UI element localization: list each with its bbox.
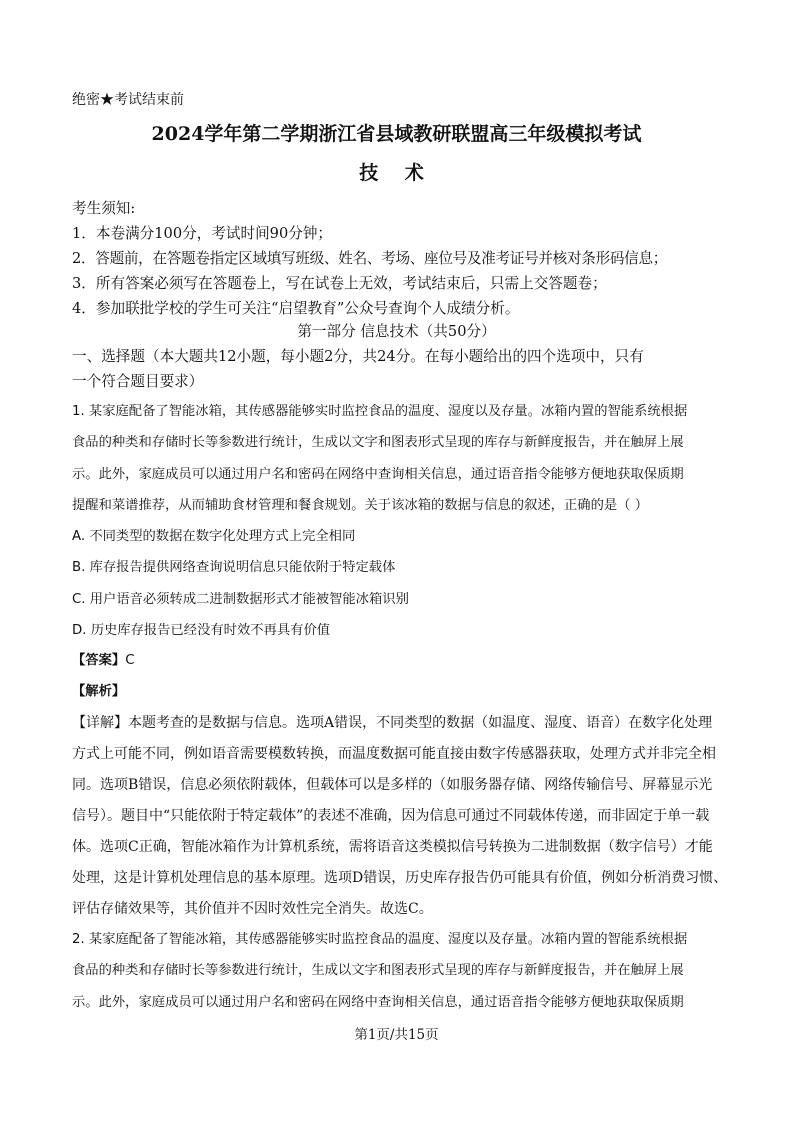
detail-line: 评估存储效果等，其价值并不因时效性完全消失。故选C。 [72, 901, 433, 917]
part-title: 第一部分 信息技术（共50分） [297, 323, 496, 340]
notice-item: 3．所有答案必须写在答题卷上，写在试卷上无效，考试结束后，只需上交答题卷； [72, 275, 607, 292]
question-2-stem-line: 2. 某家庭配备了智能冰箱，其传感器能够实时监控食品的温度、湿度以及存量。冰箱内置的智能系统根据 [72, 932, 688, 947]
detail-line: 【详解】本题考查的是数据与信息。选项A错误，不同类型的数据（如温度、湿度、语音）在数字化处理 [72, 715, 713, 731]
notice-item: 1．本卷满分100分，考试时间90分钟； [72, 225, 333, 242]
question-2-stem-line: 食品的种类和存储时长等参数进行统计，生成以文字和图表形式呈现的库存与新鲜度报告，并在触屏上展 [72, 963, 684, 978]
page-number: 第1页/共15页 [354, 1027, 439, 1043]
answer-value: C [125, 653, 135, 668]
detail-line: 处理，这是计算机处理信息的基本原理。选项D错误，历史库存报告仍可能具有价值，例如分析消费习惯、 [72, 870, 728, 886]
question-2-stem-line: 示。此外，家庭成员可以通过用户名和密码在网络中查询相关信息，通过语音指令能够方便地获取保质期 [72, 995, 684, 1010]
detail-line: 同。选项B错误，信息必须依附载体，但载体可以是多样的（如服务器存储、网络传输信号、屏幕显示光 [72, 777, 713, 793]
notice-item: 4．参加联批学校的学生可关注“启望教育”公众号查询个人成绩分析。 [72, 300, 520, 317]
detail-line: 体。选项C正确，智能冰箱作为计算机系统，需将语音这类模拟信号转换为二进制数据（数字信号）才能 [72, 839, 713, 855]
option-d: D. 历史库存报告已经没有时效不再具有价值 [72, 623, 331, 638]
answer-line [72, 651, 134, 671]
analysis-label: 【解析】 [72, 684, 126, 699]
option-a: A. 不同类型的数据在数字化处理方式上完全相同 [72, 529, 356, 544]
exam-title: 2024学年第二学期浙江省县域教研联盟高三年级模拟考试 [151, 123, 642, 145]
subject-title: 技 术 [359, 162, 434, 184]
detail-line: 方式上可能不同，例如语音需要模数转换，而温度数据可能直接由数字传感器获取，处理方式并非完全相 [72, 746, 716, 762]
question-1-stem-line: 食品的种类和存储时长等参数进行统计，生成以文字和图表形式呈现的库存与新鲜度报告，并在触屏上展 [72, 435, 684, 450]
question-1-stem-line: 示。此外，家庭成员可以通过用户名和密码在网络中查询相关信息，通过语音指令能够方便地获取保质期 [72, 467, 684, 482]
option-b: B. 库存报告提供网络查询说明信息只能依附于特定载体 [72, 560, 396, 575]
notice-item: 2．答题前，在答题卷指定区域填写班级、姓名、考场、座位号及准考证号并核对条形码信息； [72, 250, 668, 267]
confidential-mark: 绝密★考试结束前 [72, 92, 184, 108]
section-heading: 一、选择题（本大题共12小题，每小题2分，共24分。在每小题给出的四个选项中，只有 [72, 348, 644, 365]
section-heading-cont: 一个符合题目要求） [72, 373, 204, 390]
option-c: C. 用户语音必须转成二进制数据形式才能被智能冰箱识别 [72, 592, 409, 607]
detail-line: 信号）。题目中“只能依附于特定载体”的表述不准确，因为信息可通过不同载体传递，而非固定于单一载 [72, 808, 710, 824]
question-1-stem-line: 1. 某家庭配备了智能冰箱，其传感器能够实时监控食品的温度、湿度以及存量。冰箱内置的智能系统根据 [72, 404, 688, 419]
notice-heading: 考生须知: [72, 200, 136, 217]
question-1-stem-line: 提醒和菜谱推荐，从而辅助食材管理和餐食规划。关于该冰箱的数据与信息的叙述，正确的是（ ） [72, 498, 648, 513]
answer-label: 【答案】 [72, 653, 126, 668]
